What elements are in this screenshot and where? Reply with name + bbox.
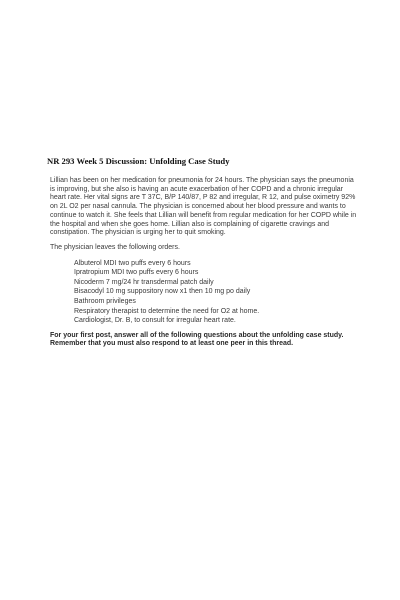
- order-item: Albuterol MDI two puffs every 6 hours: [74, 259, 191, 267]
- order-item: Nicoderm 7 mg/24 hr transdermal patch daily: [74, 278, 214, 286]
- order-item: Ipratropium MDI two puffs every 6 hours: [74, 269, 199, 277]
- document-body: [50, 177, 360, 349]
- discussion-instruction: For your first post, answer all of the following questions about the unfolding case study. Remember that you must also respond to at least one peer in this thread.: [50, 331, 344, 348]
- document-title: NR 293 Week 5 Discussion: Unfolding Case Study: [47, 156, 230, 166]
- order-item: Bathroom privileges: [74, 298, 136, 305]
- order-item: Respiratory therapist to determine the need for O2 at home.: [74, 307, 260, 315]
- order-item: Bisacodyl 10 mg suppository now x1 then 10 mg po daily: [74, 288, 251, 296]
- order-item: Cardiologist, Dr. B, to consult for irregular heart rate.: [74, 317, 236, 325]
- case-paragraph: Lillian has been on her medication for pneumonia for 24 hours. The physician says the pneumonia is improving, but she also is having an acute exacerbation of her COPD and a chronic irregular heart rate. Her vital signs are T 37C, B/P 140/87, P 82 and irregular, R 12, and pulse oximetry 92% on 2L O2 per nasal cannula. The physician is concerned about her blood pressure and wants to continue to watch it. She feels that Lillian will benefit from regular medication for her COPD while in the hospital and when she goes home. Lillian also is complaining of cigarette cravings and constipation. The physician is urging her to quit smoking.: [50, 177, 357, 237]
- orders-list: [50, 259, 360, 326]
- orders-intro: The physician leaves the following orders.: [50, 243, 180, 251]
